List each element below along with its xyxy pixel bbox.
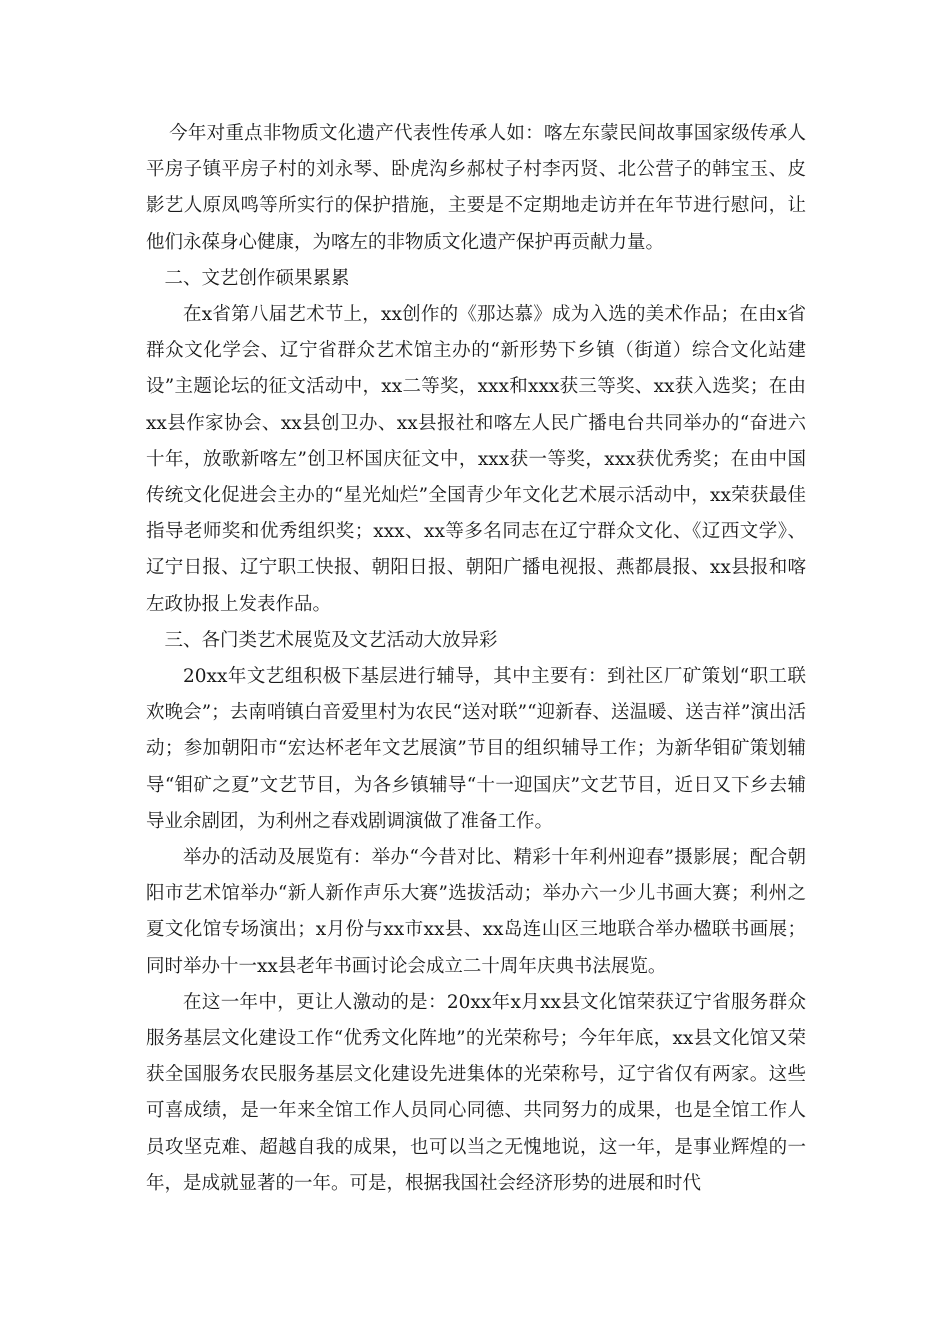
heading-section-two: 二、文艺创作硕果累累 <box>164 267 350 289</box>
document-body <box>146 116 806 1202</box>
heading-section-three: 三、各门类艺术展览及文艺活动大放异彩 <box>164 629 498 651</box>
paragraph-art-creation: 在x省第八届艺术节上，xx创作的《那达慕》成为入选的美术作品；在由x省群众文化学会、辽宁省群众艺术馆主办的“新形势下乡镇（街道）综合文化站建设”主题论坛的征文活动中，xx二等奖，xxx和xxx获三等奖、xx获入选奖；在由xx县作家协会、xx县创卫办、xx县报社和喀左人民广播电台共同举办的“奋进六十年，放歌新喀左”创卫杯国庆征文中，xxx获一等奖，xxx获优秀奖；在由中国传统文化促进会主办的“星光灿烂”全国青少年文化艺术展示活动中，xx荣获最佳指导老师奖和优秀组织奖；xxx、xx等多名同志在辽宁群众文化、《辽西文学》、辽宁日报、辽宁职工快报、朝阳日报、朝阳广播电视报、燕都晨报、xx县报和喀左政协报上发表作品。 <box>146 304 806 615</box>
paragraph-heritage-protection: 今年对重点非物质文化遗产代表性传承人如：喀左东蒙民间故事国家级传承人平房子镇平房子村的刘永琴、卧虎沟乡郝杖子村李丙贤、北公营子的韩宝玉、皮影艺人原凤鸣等所实行的保护措施，主要是不定期地走访并在年节进行慰问，让他们永葆身心健康，为喀左的非物质文化遗产保护再贡献力量。 <box>146 123 806 253</box>
paragraph-honors-summary: 在这一年中，更让人激动的是：20xx年x月xx县文化馆荣获辽宁省服务群众服务基层文化建设工作“优秀文化阵地”的光荣称号；今年年底，xx县文化馆又荣获全国服务农民服务基层文化建设先进集体的光荣称号，辽宁省仅有两家。这些可喜成绩，是一年来全馆工作人员同心同德、共同努力的成果，也是全馆工作人员攻坚克难、超越自我的成果，也可以当之无愧地说，这一年，是事业辉煌的一年，是成就显著的一年。可是，根据我国社会经济形势的进展和时代 <box>146 991 806 1194</box>
paragraph-grassroots-guidance: 20xx年文艺组积极下基层进行辅导，其中主要有：到社区厂矿策划“职工联欢晚会”；去南哨镇白音爱里村为农民“送对联”“迎新春、送温暖、送吉祥”演出活动；参加朝阳市“宏达杯老年文艺展演”节目的组织辅导工作；为新华钼矿策划辅导“钼矿之夏”文艺节目，为各乡镇辅导“十一迎国庆”文艺节目，近日又下乡去辅导业余剧团，为利州之春戏剧调演做了准备工作。 <box>146 666 806 832</box>
paragraph-activities-exhibitions: 举办的活动及展览有：举办“今昔对比、精彩十年利州迎春”摄影展；配合朝阳市艺术馆举办“新人新作声乐大赛”选拔活动；举办六一少儿书画大赛；利州之夏文化馆专场演出；x月份与xx市xx县、xx岛连山区三地联合举办楹联书画展；同时举办十一xx县老年书画讨论会成立二十周年庆典书法展览。 <box>146 847 806 977</box>
